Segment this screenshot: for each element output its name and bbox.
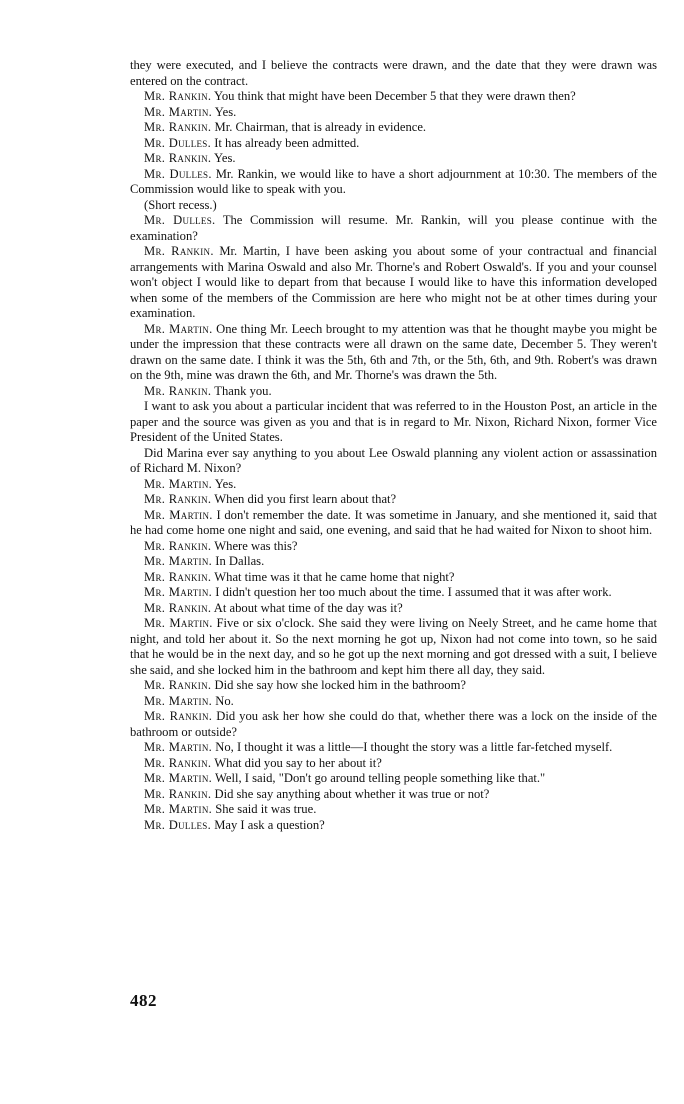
paragraph <box>130 694 657 710</box>
speaker-name: Mr. Martin. <box>144 740 213 754</box>
paragraph <box>130 213 657 244</box>
paragraph <box>130 399 657 446</box>
paragraph-text: Did Marina ever say anything to you about Lee Oswald planning any violent action or assassination of Richard M. Nixon? <box>130 445 657 475</box>
speaker-name: Mr. Martin. <box>144 104 213 119</box>
paragraph <box>130 167 657 198</box>
paragraph-text: No. <box>212 693 234 708</box>
paragraph-text: What did you say to her about it? <box>211 755 382 770</box>
speaker-name: Mr. Martin. <box>144 616 213 630</box>
speaker-name: Mr. Martin. <box>144 585 213 599</box>
paragraph-text: In Dallas. <box>212 554 265 568</box>
paragraph-text: I don't remember the date. It was sometime in January, and she mentioned it, said that he had come home one night and said, one evening, and said that he had waited for Nixon to shoot him. <box>130 507 657 537</box>
paragraph-text: When did you first learn about that? <box>211 492 397 506</box>
speaker-name: Mr. Martin. <box>144 476 213 491</box>
paragraph <box>130 585 657 601</box>
paragraph-text: Did she say anything about whether it was true or not? <box>211 786 490 801</box>
paragraph-text: Did you ask her how she could do that, whether there was a lock on the inside of the bathroom or outside? <box>130 709 658 739</box>
paragraph <box>130 322 657 384</box>
speaker-name: Mr. Dulles. <box>144 166 212 181</box>
paragraph-text: It has already been admitted. <box>211 135 360 150</box>
speaker-name: Mr. Rankin. <box>144 244 214 258</box>
paragraph <box>130 477 657 493</box>
speaker-name: Mr. Rankin. <box>144 120 212 134</box>
speaker-name: Mr. Rankin. <box>144 569 212 584</box>
speaker-name: Mr. Martin. <box>144 771 213 785</box>
speaker-name: Mr. Martin. <box>144 507 213 522</box>
speaker-name: Mr. Dulles. <box>144 213 216 227</box>
paragraph <box>130 244 657 322</box>
speaker-name: Mr. Rankin. <box>144 151 212 165</box>
paragraph-text: Mr. Chairman, that is already in evidence. <box>211 120 427 134</box>
paragraph-text: No, I thought it was a little—I thought the story was a little far-fetched myself. <box>212 740 613 754</box>
paragraph <box>130 709 657 740</box>
paragraph-text: You think that might have been December 5 that they were drawn then? <box>211 89 576 103</box>
paragraph-text: What time was it that he came home that night? <box>211 569 455 584</box>
speaker-name: Mr. Rankin. <box>144 786 212 801</box>
paragraph-text: She said it was true. <box>212 802 317 816</box>
paragraph-text: Thank you. <box>211 383 272 398</box>
paragraph <box>130 756 657 772</box>
paragraph-text: Well, I said, "Don't go around telling people something like that." <box>212 771 546 785</box>
paragraph <box>130 818 657 834</box>
paragraph-text: Mr. Martin, I have been asking you about some of your contractual and financial arrangements with Marina Oswald and also Mr. Thorne's and Robert Oswald's. If you and your counsel won't object I would like to depart from that because I would like to have this information developed when some of the members of the Commission are here who might not be at other times during your examination. <box>130 244 657 320</box>
paragraph <box>130 787 657 803</box>
paragraph <box>130 198 657 214</box>
speaker-name: Mr. Martin. <box>144 321 213 336</box>
paragraph <box>130 384 657 400</box>
testimony-text <box>130 58 657 833</box>
paragraph-text: Yes. <box>212 476 237 491</box>
speaker-name: Mr. Rankin. <box>144 678 212 692</box>
paragraph <box>130 58 657 89</box>
paragraph-text: Where was this? <box>211 538 298 553</box>
paragraph <box>130 151 657 167</box>
paragraph <box>130 601 657 617</box>
speaker-name: Mr. Rankin. <box>144 709 213 723</box>
paragraph <box>130 678 657 694</box>
paragraph-text: Did she say how she locked him in the bathroom? <box>211 678 466 692</box>
paragraph <box>130 105 657 121</box>
paragraph-text: Yes. <box>212 104 237 119</box>
paragraph <box>130 616 657 678</box>
paragraph-text: One thing Mr. Leech brought to my attention was that he thought maybe you might be under the impression that these contracts were all drawn on the same date, December 5. They weren't drawn on the same date. I think it was the 5th, 6th and 7th, or the 5th, 6th, and 9th. Robert's was drawn on the 9th, mine was drawn the 6th, and Mr. Thorne's was drawn the 5th. <box>130 321 657 382</box>
paragraph <box>130 554 657 570</box>
speaker-name: Mr. Dulles. <box>144 135 212 150</box>
speaker-name: Mr. Rankin. <box>144 89 212 103</box>
paragraph-text: At about what time of the day was it? <box>211 600 403 615</box>
paragraph-text: I didn't question her too much about the time. I assumed that it was after work. <box>212 585 612 599</box>
page-number: 482 <box>130 991 157 1010</box>
paragraph-text: Five or six o'clock. She said they were living on Neely Street, and he came home that night, and told her about it. So the next morning he got up, Nixon had not come into town, so he said that he would be in the next day, and so he got up the next morning and got dressed with a suit, I believe she said, and she locked him in the bathroom and kept him there all day, they said. <box>130 616 657 677</box>
speaker-name: Mr. Martin. <box>144 802 213 816</box>
paragraph <box>130 136 657 152</box>
speaker-name: Mr. Martin. <box>144 693 213 708</box>
paragraph <box>130 771 657 787</box>
speaker-name: Mr. Dulles. <box>144 817 212 832</box>
paragraph-text: The Commission will resume. Mr. Rankin, will you please continue with the examination? <box>130 213 657 243</box>
paragraph-text: Yes. <box>211 151 236 165</box>
paragraph <box>130 492 657 508</box>
speaker-name: Mr. Rankin. <box>144 383 212 398</box>
paragraph <box>130 446 657 477</box>
paragraph-text: I want to ask you about a particular incident that was referred to in the Houston Post, an article in the paper and the source was given as you and that is in regard to Mr. Nixon, Richard Nixon, former Vice President of the United States. <box>130 399 657 444</box>
paragraph <box>130 508 657 539</box>
paragraph-text: Mr. Rankin, we would like to have a short adjournment at 10:30. The members of the Commission would like to speak with you. <box>130 166 657 196</box>
speaker-name: Mr. Rankin. <box>144 538 212 553</box>
paragraph <box>130 570 657 586</box>
speaker-name: Mr. Rankin. <box>144 755 212 770</box>
paragraph <box>130 120 657 136</box>
speaker-name: Mr. Martin. <box>144 554 213 568</box>
paragraph <box>130 89 657 105</box>
paragraph <box>130 740 657 756</box>
speaker-name: Mr. Rankin. <box>144 600 212 615</box>
paragraph-text: May I ask a question? <box>211 817 325 832</box>
paragraph-text: they were executed, and I believe the contracts were drawn, and the date that they were drawn was entered on the contract. <box>130 58 657 88</box>
paragraph-text: (Short recess.) <box>144 197 217 212</box>
speaker-name: Mr. Rankin. <box>144 492 212 506</box>
paragraph <box>130 539 657 555</box>
paragraph <box>130 802 657 818</box>
